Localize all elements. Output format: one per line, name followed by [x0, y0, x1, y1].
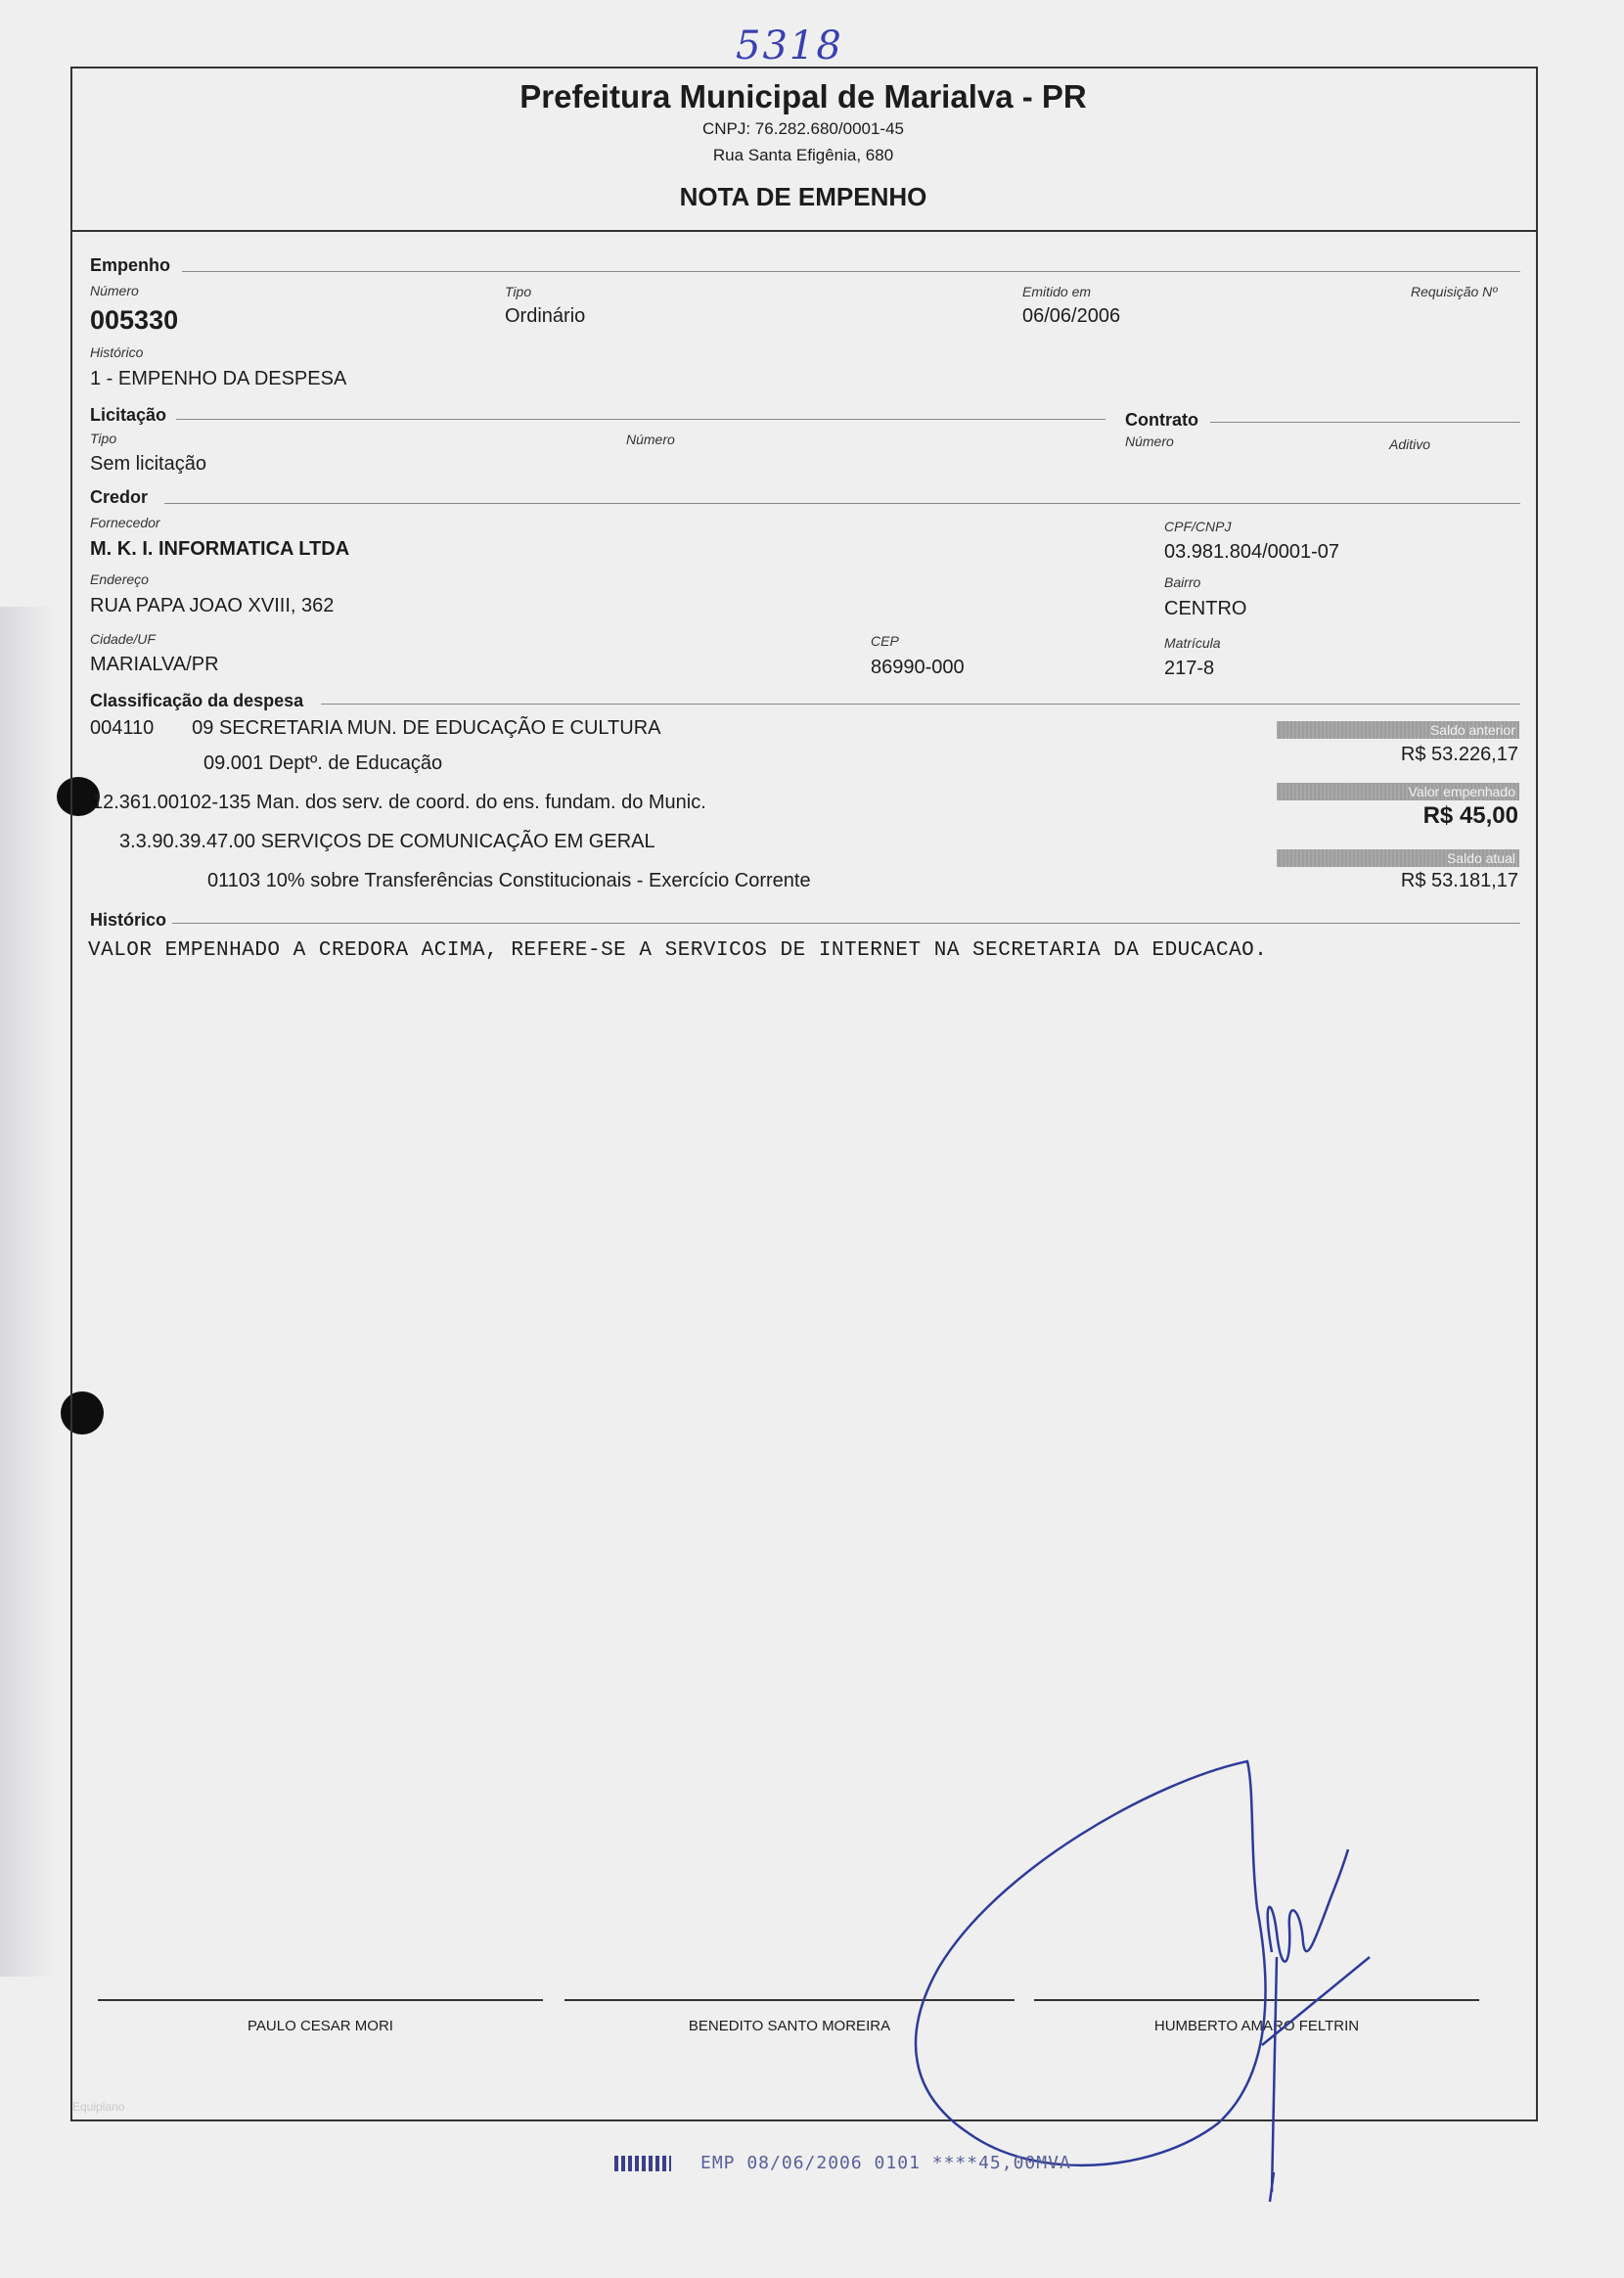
saldo-anterior-label: Saldo anterior [1277, 721, 1519, 739]
empenho-tipo: Ordinário [505, 305, 586, 327]
cidade-label: Cidade/UF [90, 631, 156, 647]
tipo-label: Tipo [505, 284, 532, 299]
section-licitacao: Licitação [90, 405, 167, 425]
empenho-historico: 1 - EMPENHO DA DESPESA [90, 368, 347, 389]
contrato-numero-label: Número [1125, 433, 1174, 449]
signatory-name: PAULO CESAR MORI [248, 2018, 393, 2034]
matricula-value: 217-8 [1164, 658, 1215, 679]
licitacao-numero-label: Número [626, 432, 675, 447]
bairro-label: Bairro [1164, 574, 1201, 590]
cpf-value: 03.981.804/0001-07 [1164, 541, 1340, 563]
contrato-aditivo-label: Aditivo [1389, 436, 1431, 452]
document-title: NOTA DE EMPENHO [679, 182, 927, 211]
cidade-value: MARIALVA/PR [90, 654, 219, 675]
cep-value: 86990-000 [871, 657, 965, 678]
section-contrato: Contrato [1125, 410, 1198, 430]
endereco-label: Endereço [90, 571, 149, 587]
empenho-numero: 005330 [90, 305, 179, 335]
classificacao-line: 09.001 Deptº. de Educação [203, 752, 443, 774]
empenho-emitido: 06/06/2006 [1022, 305, 1121, 327]
org-name: Prefeitura Municipal de Marialva - PR [519, 78, 1087, 114]
classificacao-line: 3.3.90.39.47.00 SERVIÇOS DE COMUNICAÇÃO EM GERAL [119, 831, 655, 852]
fornecedor-label: Fornecedor [90, 515, 160, 530]
historico-text: VALOR EMPENHADO A CREDORA ACIMA, REFERE-SE A SERVICOS DE INTERNET NA SECRETARIA DA EDUCACAO. [88, 939, 1268, 962]
saldo-atual-value: R$ 53.181,17 [1400, 870, 1518, 891]
org-address: Rua Santa Efigênia, 680 [712, 146, 894, 164]
org-cnpj: CNPJ: 76.282.680/0001-45 [701, 119, 905, 138]
footer-stamp: EMP 08/06/2006 0101 ****45,00MVA [700, 2153, 1071, 2173]
fornecedor-name: M. K. I. INFORMATICA LTDA [90, 538, 350, 560]
requisicao-label: Requisição Nº [1411, 284, 1498, 299]
section-classificacao: Classificação da despesa [90, 691, 304, 710]
cep-label: CEP [871, 633, 899, 649]
saldo-atual-label: Saldo atual [1277, 849, 1519, 867]
software-watermark: Equiplano [72, 2100, 125, 2114]
valor-empenhado-label: Valor empenhado [1277, 783, 1519, 800]
numero-label: Número [90, 283, 139, 298]
licitacao-tipo-label: Tipo [90, 431, 117, 446]
signatory-name: BENEDITO SANTO MOREIRA [688, 2018, 891, 2034]
emitido-label: Emitido em [1022, 284, 1092, 299]
stamp-logo-icon [614, 2156, 671, 2171]
classificacao-line: 12.361.00102-135 Man. dos serv. de coord. do ens. fundam. do Munic. [92, 792, 706, 813]
handwritten-page-number: 5318 [736, 23, 843, 68]
matricula-label: Matrícula [1164, 635, 1221, 651]
classificacao-line: 004110 09 SECRETARIA MUN. DE EDUCAÇÃO E CULTURA [90, 717, 661, 739]
signatory-name: HUMBERTO AMARO FELTRIN [1153, 2018, 1360, 2034]
classificacao-line: 01103 10% sobre Transferências Constitucionais - Exercício Corrente [207, 870, 811, 891]
cpf-label: CPF/CNPJ [1164, 519, 1232, 534]
valor-empenhado-value: R$ 45,00 [1422, 802, 1518, 829]
historico-label: Histórico [90, 344, 144, 360]
bairro-value: CENTRO [1164, 598, 1247, 619]
section-empenho: Empenho [90, 255, 171, 275]
endereco-value: RUA PAPA JOAO XVIII, 362 [90, 595, 335, 616]
section-historico: Histórico [90, 910, 167, 930]
licitacao-tipo: Sem licitação [90, 453, 206, 475]
saldo-anterior-value: R$ 53.226,17 [1400, 744, 1518, 765]
section-credor: Credor [90, 487, 149, 507]
